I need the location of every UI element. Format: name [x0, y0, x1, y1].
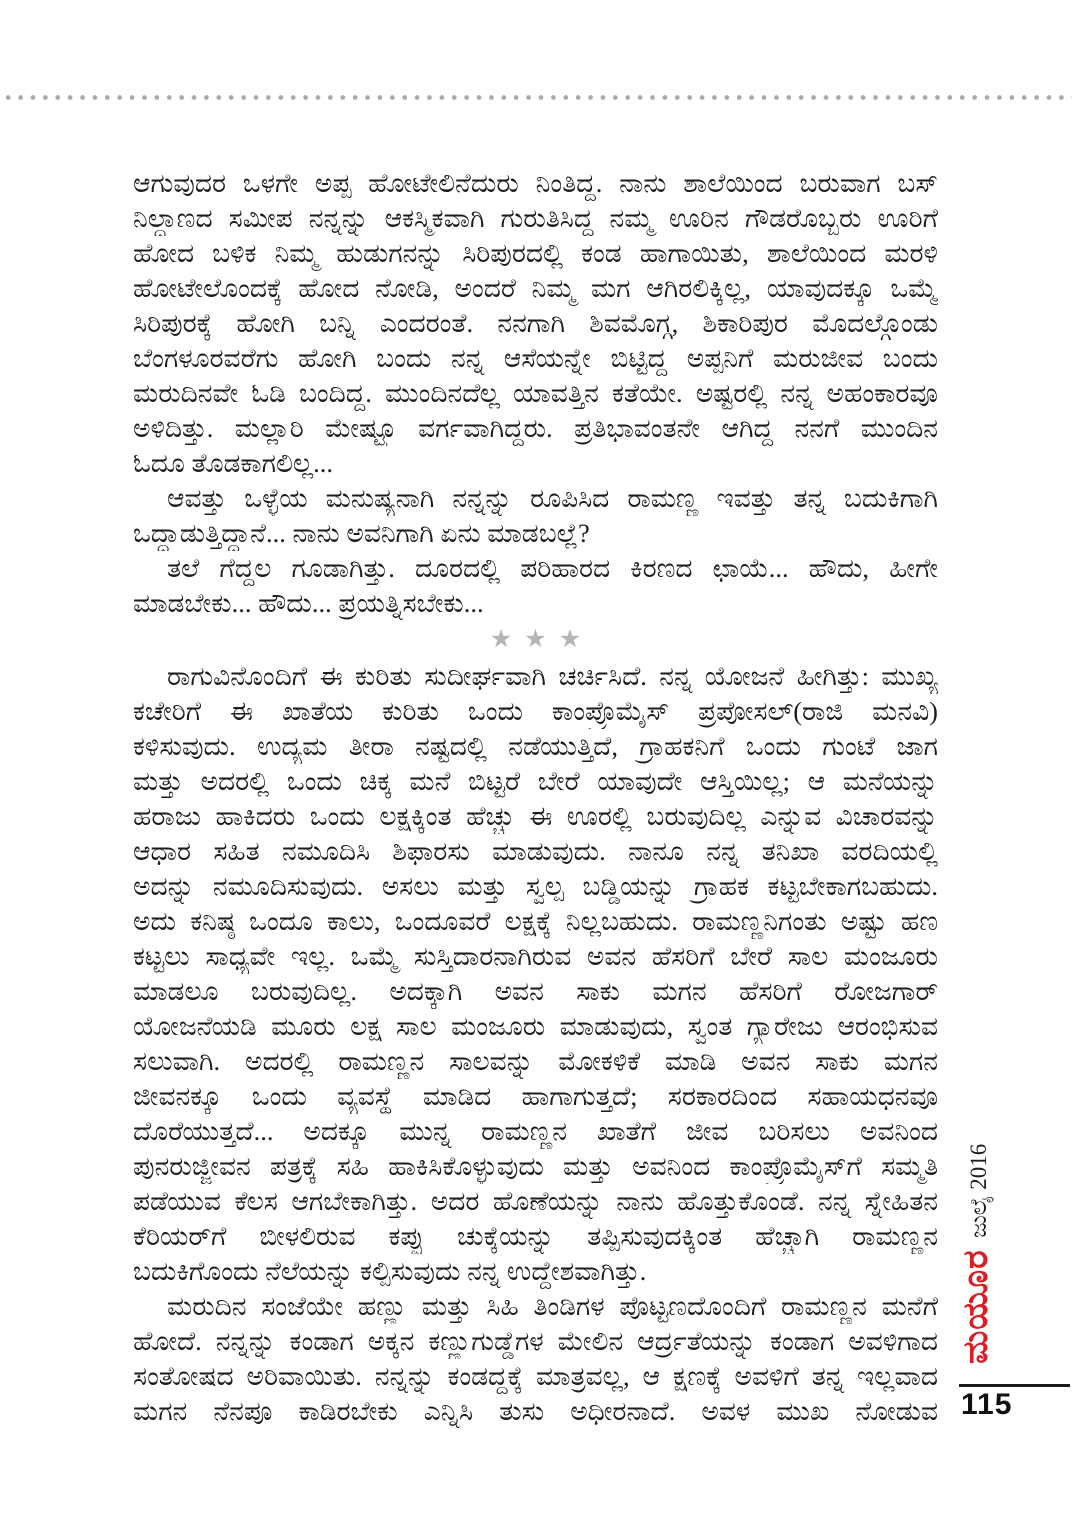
text-line: ದೊರೆಯುತ್ತದೆ... ಅದಕ್ಕೂ ಮುನ್ನ ರಾಮಣ್ಣನ ಖಾತೆಗೆ ಜೀವ ಬರಿಸಲು ಅವನಿಂದ: [133, 1116, 938, 1146]
text-line: ಅದನ್ನು ನಮೂದಿಸುವುದು. ಅಸಲು ಮತ್ತು ಸ್ವಲ್ಪ ಬಡ್ಡಿಯನ್ನು ಗ್ರಾಹಕ ಕಟ್ಟಬೇಕಾಗಬಹುದು.: [133, 871, 938, 901]
text-line: ಜೀವನಕ್ಕೂ ಒಂದು ವ್ಯವಸ್ಥೆ ಮಾಡಿದ ಹಾಗಾಗುತ್ತದೆ; ಸರಕಾರದಿಂದ ಸಹಾಯಧನವೂ: [133, 1081, 938, 1111]
body-text-column: [133, 166, 938, 1429]
text-line: ಆವತ್ತು ಒಳ್ಳೆಯ ಮನುಷ್ಯನಾಗಿ ನನ್ನನ್ನು ರೂಪಿಸಿದ ರಾಮಣ್ಣ ಇವತ್ತು ತನ್ನ ಬದುಕಿಗಾಗಿ: [167, 483, 938, 513]
text-line: ಬೆಂಗಳೂರವರೆಗು ಹೋಗಿ ಬಂದು ನನ್ನ ಆಸೆಯನ್ನೇ ಬಿಟ್ಟಿದ್ದ ಅಪ್ಪನಿಗೆ ಮರುಜೀವ ಬಂದು: [133, 343, 938, 373]
text-line: ನಿಲ್ದಾಣದ ಸಮೀಪ ನನ್ನನ್ನು ಆಕಸ್ಮಿಕವಾಗಿ ಗುರುತಿಸಿದ್ದ ನಮ್ಮ ಊರಿನ ಗೌಡರೊಬ್ಬರು ಊರಿಗೆ: [133, 203, 938, 233]
text-line: ಅಳಿದಿತ್ತು. ಮಲ್ಲಾರಿ ಮೇಷ್ಟ್ರೂ ವರ್ಗವಾಗಿದ್ದರು. ಪ್ರತಿಭಾವಂತನೇ ಆಗಿದ್ದ ನನಗೆ ಮುಂದಿನ: [133, 413, 938, 443]
text-line: ರಾಗುವಿನೊಂದಿಗೆ ಈ ಕುರಿತು ಸುದೀರ್ಘವಾಗಿ ಚರ್ಚಿಸಿದೆ. ನನ್ನ ಯೋಜನೆ ಹೀಗಿತ್ತು: ಮುಖ್ಯ: [167, 661, 938, 691]
text-line: ಪುನರುಜ್ಜೀವನ ಪತ್ರಕ್ಕೆ ಸಹಿ ಹಾಕಿಸಿಕೊಳ್ಳುವುದು ಮತ್ತು ಅವನಿಂದ ಕಾಂಪ್ರೊಮೈಸ್‌ಗೆ ಸಮ್ಮತಿ: [133, 1151, 938, 1181]
text-line: ಮಾಡಲೂ ಬರುವುದಿಲ್ಲ. ಅದಕ್ಕಾಗಿ ಅವನ ಸಾಕು ಮಗನ ಹೆಸರಿಗೆ ರೋಜಗಾರ್: [133, 976, 938, 1006]
text-line: ಸಿರಿಪುರಕ್ಕೆ ಹೋಗಿ ಬನ್ನಿ ಎಂದರಂತೆ. ನನಗಾಗಿ ಶಿವಮೊಗ್ಗ, ಶಿಕಾರಿಪುರ ಮೊದಲ್ಗೊಂಡು: [133, 308, 938, 338]
text-line: ಸಲುವಾಗಿ. ಅದರಲ್ಲಿ ರಾಮಣ್ಣನ ಸಾಲವನ್ನು ಮೋಕಳಿಕೆ ಮಾಡಿ ಅವನ ಸಾಕು ಮಗನ: [133, 1046, 938, 1076]
text-line: ಮರುದಿನ ಸಂಜೆಯೇ ಹಣ್ಣು ಮತ್ತು ಸಿಹಿ ತಿಂಡಿಗಳ ಪೊಟ್ಟಣದೊಂದಿಗೆ ರಾಮಣ್ಣನ ಮನೆಗೆ: [167, 1291, 938, 1321]
text-line: ಕೆರಿಯರ್‌ಗೆ ಬೀಳಲಿರುವ ಕಪ್ಪು ಚುಕ್ಕೆಯನ್ನು ತಪ್ಪಿಸುವುದಕ್ಕಿಂತ ಹೆಚ್ಚಾಗಿ ರಾಮಣ್ಣನ: [133, 1221, 938, 1251]
text-line: ಕಳಿಸುವುದು. ಉದ್ಯಮ ತೀರಾ ನಷ್ಟದಲ್ಲಿ ನಡೆಯುತ್ತಿದೆ, ಗ್ರಾಹಕನಿಗೆ ಒಂದು ಗುಂಟೆ ಜಾಗ: [133, 731, 938, 761]
text-line: ಓದೂ ತೊಡಕಾಗಲಿಲ್ಲ...: [133, 448, 334, 478]
text-line: ಕಚೇರಿಗೆ ಈ ಖಾತೆಯ ಕುರಿತು ಒಂದು ಕಾಂಪ್ರೊಮೈಸ್ ಪ್ರಪೋಸಲ್(ರಾಜಿ ಮನವಿ): [133, 696, 938, 726]
text-line: ಕಟ್ಟಲು ಸಾಧ್ಯವೇ ಇಲ್ಲ. ಒಮ್ಮೆ ಸುಸ್ತಿದಾರನಾಗಿರುವ ಅವನ ಹೆಸರಿಗೆ ಬೇರೆ ಸಾಲ ಮಂಜೂರು: [133, 941, 938, 971]
text-line: ಆಗುವುದರ ಒಳಗೇ ಅಪ್ಪ ಹೋಟೇಲಿನೆದುರು ನಿಂತಿದ್ದ. ನಾನು ಶಾಲೆಯಿಂದ ಬರುವಾಗ ಬಸ್: [133, 168, 938, 198]
text-line: ಒದ್ದಾಡುತ್ತಿದ್ದಾನೆ... ನಾನು ಅವನಿಗಾಗಿ ಏನು ಮಾಡಬಲ್ಲೆ?: [133, 518, 590, 548]
section-break-stars: ★★★: [489, 626, 594, 653]
text-line: ಹೋಟೇಲೊಂದಕ್ಕೆ ಹೋದ ನೋಡಿ, ಅಂದರೆ ನಿಮ್ಮ ಮಗ ಆಗಿರಲಿಕ್ಕಿಲ್ಲ, ಯಾವುದಕ್ಕೂ ಒಮ್ಮೆ: [133, 273, 938, 303]
text-line: ಸಂತೋಷದ ಅರಿವಾಯಿತು. ನನ್ನನ್ನು ಕಂಡದ್ದಕ್ಕೆ ಮಾತ್ರವಲ್ಲ, ಆ ಕ್ಷಣಕ್ಕೆ ಅವಳಿಗೆ ತನ್ನ ಇಲ್ಲವಾದ: [133, 1361, 938, 1391]
text-line: ಯೋಜನೆಯಡಿ ಮೂರು ಲಕ್ಷ ಸಾಲ ಮಂಜೂರು ಮಾಡುವುದು, ಸ್ವಂತ ಗ್ಯಾರೇಜು ಆರಂಭಿಸುವ: [133, 1011, 938, 1041]
text-line: ಅದು ಕನಿಷ್ಠ ಒಂದೂ ಕಾಲು, ಒಂದೂವರೆ ಲಕ್ಷಕ್ಕೆ ನಿಲ್ಲಬಹುದು. ರಾಮಣ್ಣನಿಗಂತು ಅಷ್ಟು ಹಣ: [133, 906, 938, 936]
text-line: ಮಗನ ನೆನಪೂ ಕಾಡಿರಬೇಕು ಎನ್ನಿಸಿ ತುಸು ಅಧೀರನಾದೆ. ಅವಳ ಮುಖ ನೋಡುವ: [133, 1396, 938, 1426]
text-line: ಹೋದ ಬಳಿಕ ನಿಮ್ಮ ಹುಡುಗನನ್ನು ಸಿರಿಪುರದಲ್ಲಿ ಕಂಡ ಹಾಗಾಯಿತು, ಶಾಲೆಯಿಂದ ಮರಳಿ: [133, 238, 938, 268]
magazine-title-vertical: ಮಯೂರ: [956, 1249, 995, 1364]
page-number-rule: [959, 1384, 1070, 1387]
text-line: ಬದುಕಿಗೊಂದು ನೆಲೆಯನ್ನು ಕಲ್ಪಿಸುವುದು ನನ್ನ ಉದ್ದೇಶವಾಗಿತ್ತು.: [133, 1256, 647, 1286]
text-line: ಆಧಾರ ಸಹಿತ ನಮೂದಿಸಿ ಶಿಫಾರಸು ಮಾಡುವುದು. ನಾನೂ ನನ್ನ ತನಿಖಾ ವರದಿಯಲ್ಲಿ: [133, 836, 938, 866]
text-line: ಪಡೆಯುವ ಕೆಲಸ ಆಗಬೇಕಾಗಿತ್ತು. ಅದರ ಹೊಣೆಯನ್ನು ನಾನು ಹೊತ್ತುಕೊಂಡೆ. ನನ್ನ ಸ್ನೇಹಿತನ: [133, 1186, 938, 1216]
text-line: ಮತ್ತು ಅದರಲ್ಲಿ ಒಂದು ಚಿಕ್ಕ ಮನೆ ಬಿಟ್ಟರೆ ಬೇರೆ ಯಾವುದೇ ಆಸ್ತಿಯಿಲ್ಲ; ಆ ಮನೆಯನ್ನು: [133, 766, 938, 796]
text-line: ಹೋದೆ. ನನ್ನನ್ನು ಕಂಡಾಗ ಅಕ್ಕನ ಕಣ್ಣುಗುಡ್ಡೆಗಳ ಮೇಲಿನ ಆರ್ದ್ರತೆಯನ್ನು ಕಂಡಾಗ ಅವಳಿಗಾದ: [133, 1326, 938, 1356]
text-line: ಹರಾಜು ಹಾಕಿದರು ಒಂದು ಲಕ್ಷಕ್ಕಿಂತ ಹೆಚ್ಚು ಈ ಊರಲ್ಲಿ ಬರುವುದಿಲ್ಲ ಎನ್ನುವ ವಿಚಾರವನ್ನು: [133, 801, 938, 831]
issue-date-vertical: ಜುಲೈ 2016: [966, 1143, 991, 1238]
text-line: ಮರುದಿನವೇ ಓಡಿ ಬಂದಿದ್ದ. ಮುಂದಿನದೆಲ್ಲ ಯಾವತ್ತಿನ ಕತೆಯೇ. ಅಷ್ಟರಲ್ಲಿ ನನ್ನ ಅಹಂಕಾರವೂ: [133, 378, 938, 408]
top-dotted-separator: [0, 94, 1072, 100]
text-line: ತಲೆ ಗೆದ್ದಲ ಗೂಡಾಗಿತ್ತು. ದೂರದಲ್ಲಿ ಪರಿಹಾರದ ಕಿರಣದ ಛಾಯೆ... ಹೌದು, ಹೀಗೇ: [167, 553, 938, 583]
page-number: 115: [961, 1388, 1013, 1421]
text-line: ಮಾಡಬೇಕು... ಹೌದು... ಪ್ರಯತ್ನಿಸಬೇಕು...: [133, 588, 484, 618]
